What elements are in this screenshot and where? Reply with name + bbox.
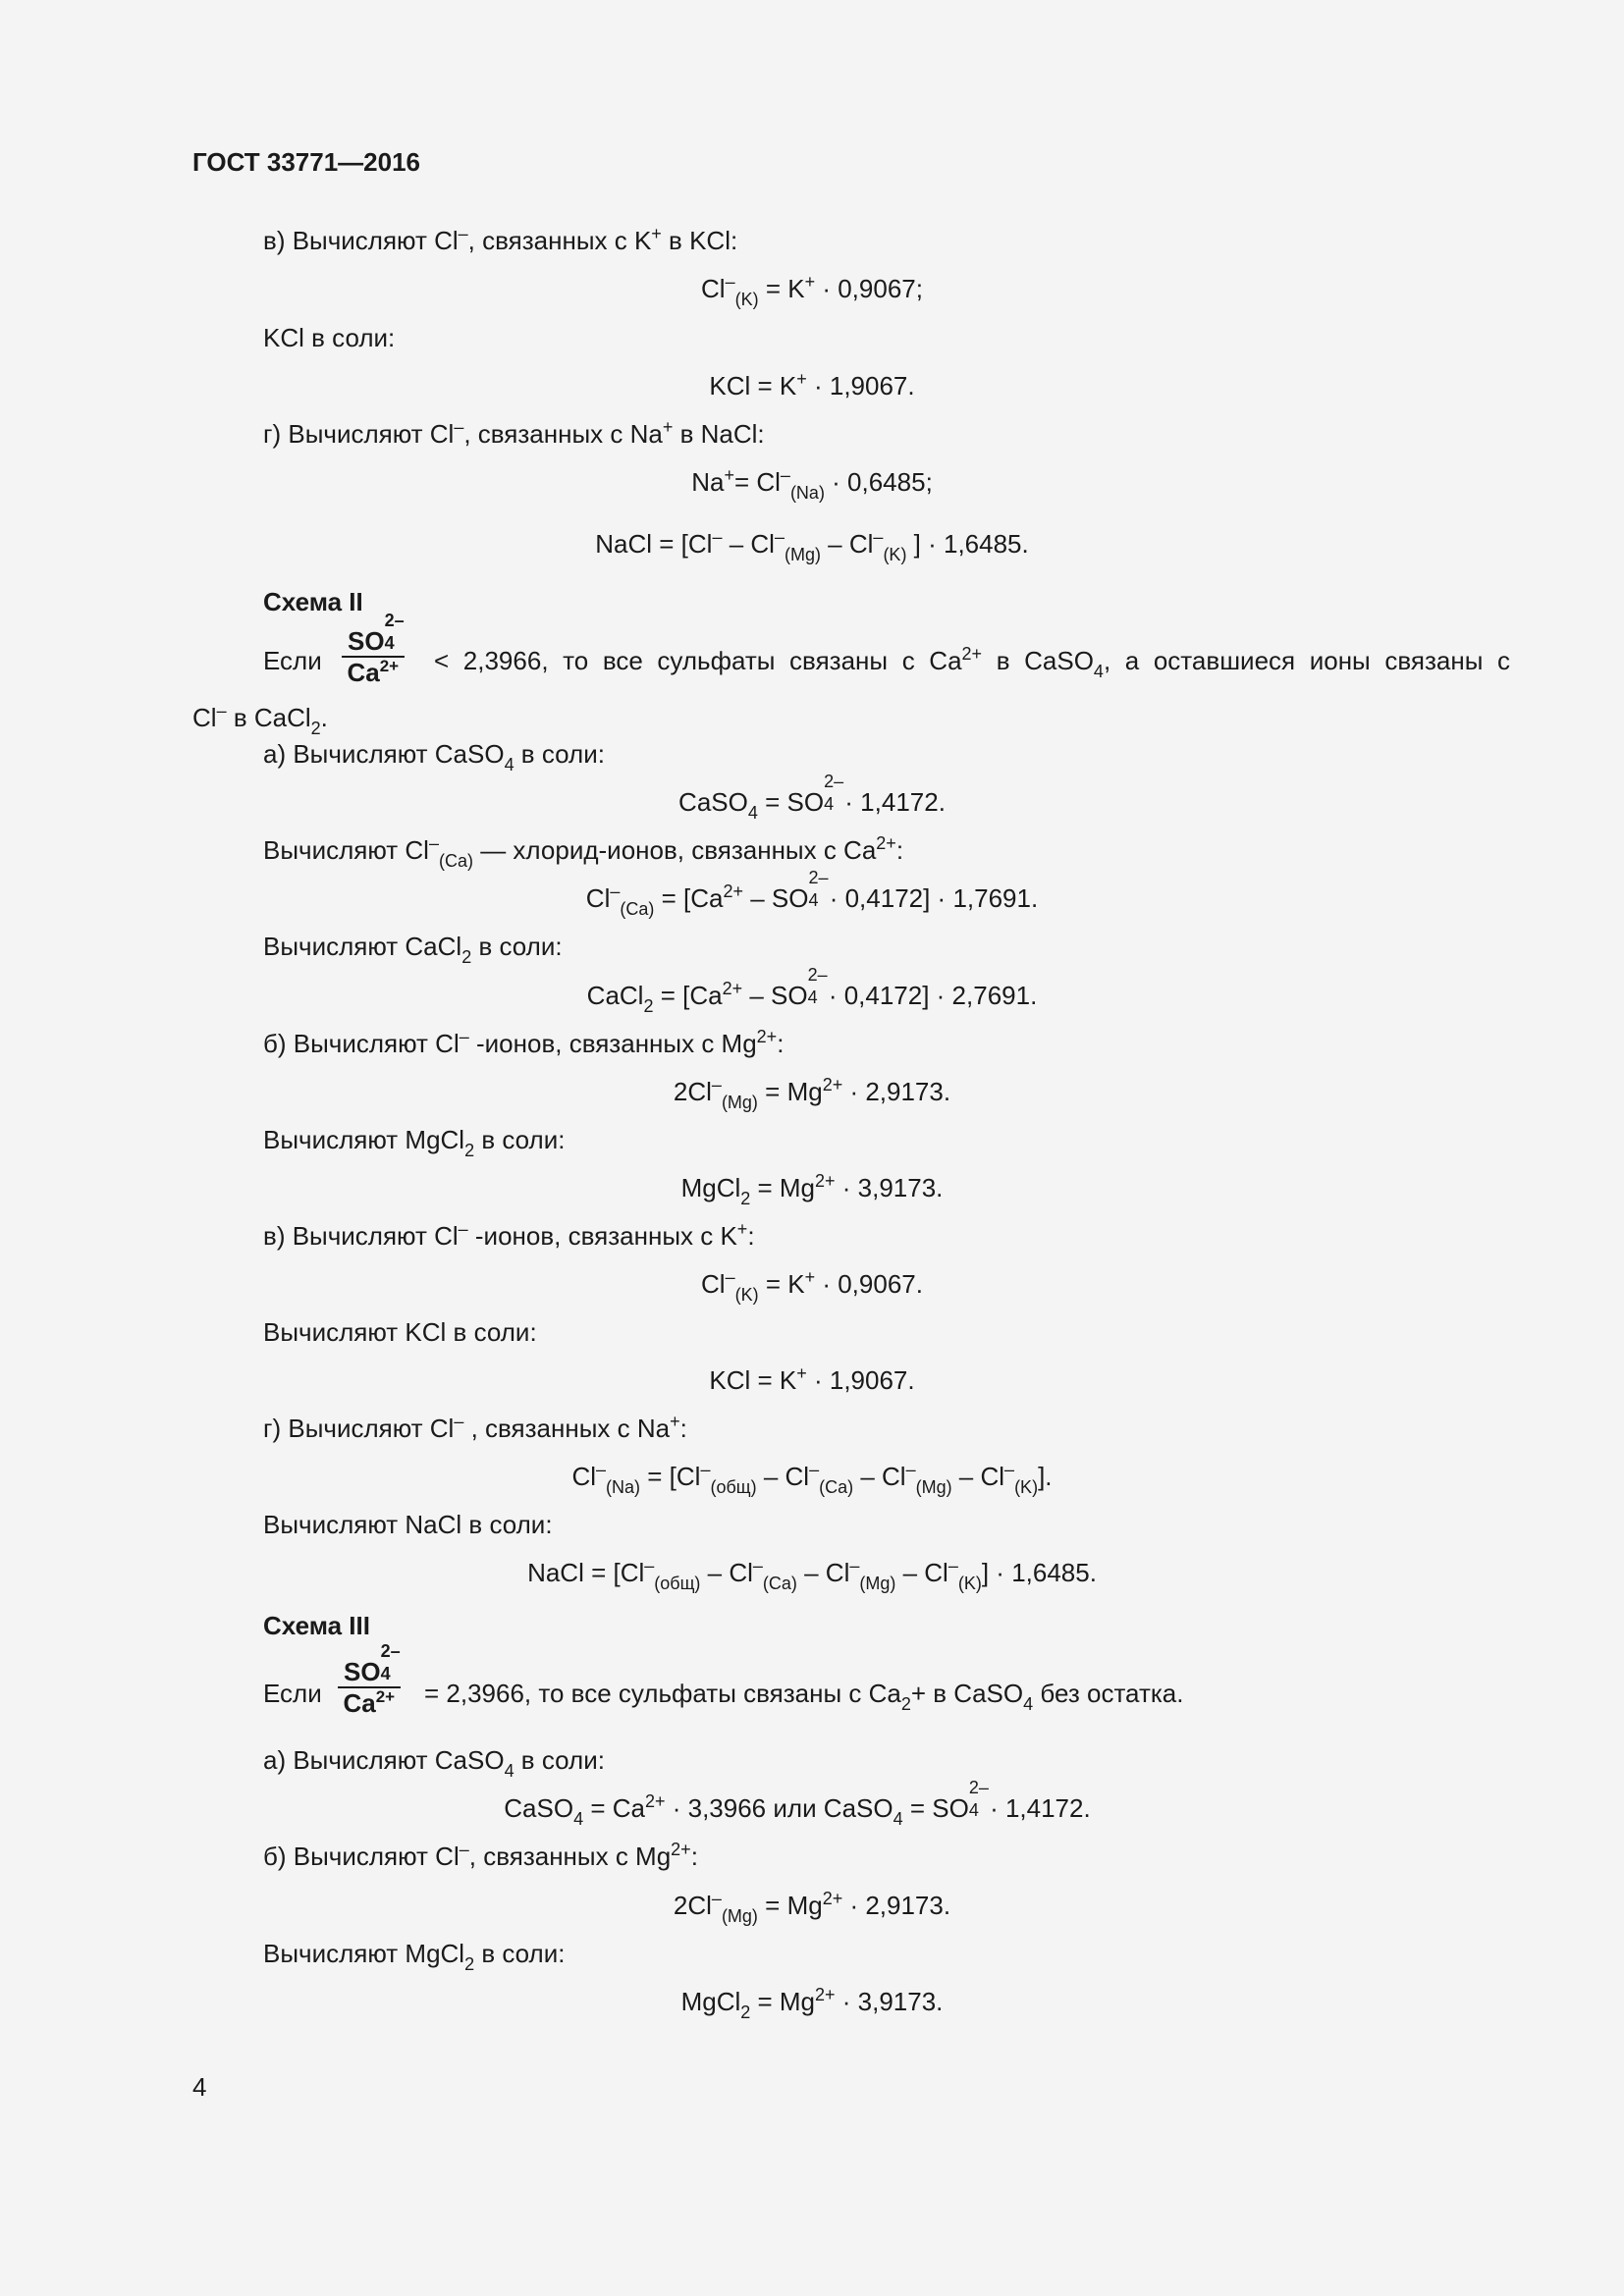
page-number: 4 [192,2072,207,2102]
formula-mgcl2-2: MgCl$_2$ = $Mg^{2+} \cdot 3,9173$. [680,1985,944,2022]
formula-caso4-2: CaSO$_4$ = $Ca^{2+} \cdot 3,3966$ или CaSO$_4$ = SO 2– 4 · 1,4172. [504,1778,1091,1829]
scheme-ii-mgcl2-label: Вычисляют MgCl$_2$ в соли: [263,1125,566,1160]
scheme-ii-condition-cont: Cl– в CaCl$_2$. [192,701,328,738]
formula-2cl-mg-2: $2Cl^-_{(Mg)} = Mg^{2+} \cdot 2,9173$. [673,1889,951,1926]
scheme-ii-condition: < 2,3966, то все сульфаты связаны с $Ca^{2+}$ в CaSO$_4$, а оставшиеся ионы связаны с [434,644,1510,681]
scheme-ii-step-v: в) Вычисляют Cl– -ионов, связанных с K+: [263,1219,755,1251]
scheme-ii-cl-ca-label: Вычисляют $Cl^-_{(Ca)}$ — хлорид-ионов, связанных с $Ca^{2+}$: [263,833,904,871]
formula-caso4: CaSO$_4$ = SO 2– 4 · 1,4172. [678,772,946,823]
sulfate-calcium-ratio: SO 2– 4 $Ca^{2+}$ [342,626,405,687]
formula-nacl-2: NaCl = $[Cl^-_{(общ)} - Cl^-_{(Ca)} - Cl^-_{(Mg)} - Cl^-_{(K)}] \cdot 1,6485$. [527,1556,1097,1593]
document-header: ГОСТ 33771—2016 [192,147,420,177]
formula-nacl: NaCl = [$Cl^- - Cl^-_{(Mg)} - Cl^-_{(K)}$ ] · 1,6485. [595,527,1029,564]
sulfate-calcium-ratio-2: SO 2– 4 $Ca^{2+}$ [338,1657,401,1718]
formula-na: $Na^+= Cl^-_{(Na)} \cdot 0,6485$; [691,465,933,503]
formula-kcl-2: KCl = K+ · 1,9067. [709,1363,915,1395]
formula-cl-ca: $Cl^-_{(Ca)} = [Ca^{2+}$ – SO 2– 4 · 0,4172] · 1,7691. [585,868,1039,919]
step-g-label: г) Вычисляют Cl–, связанных с Na+ в NaCl: [263,417,765,449]
kcl-in-salt-label: KCl в соли: [263,323,396,352]
formula-mgcl2: MgCl$_2$ = $Mg^{2+} \cdot 3,9173$. [680,1171,944,1208]
formula-cacl2: CaCl$_2$ = [$Ca^{2+}$ – SO 2– 4 · 0,4172] · 2,7691. [586,965,1038,1016]
scheme-ii-step-g: г) Вычисляют Cl– , связанных с Na+: [263,1412,687,1443]
step-v-label: в) Вычисляют Cl–, связанных с K+ в KCl: [263,224,738,255]
scheme-ii-kcl-label: Вычисляют KCl в соли: [263,1317,537,1347]
formula-cl-na: $Cl^-_{(Na)} = [Cl^-_{(общ)} - Cl^-_{(Ca)} - Cl^-_{(Mg)} - Cl^-_{(K)}]$. [571,1460,1053,1497]
scheme-iii-step-b: б) Вычисляют Cl–, связанных с $Mg^{2+}$: [263,1840,698,1871]
scheme-iii-title: Схема III [263,1611,370,1640]
formula-cl-k: $Cl^-_{(K)} = K^+ \cdot 0,9067$; [701,272,923,309]
scheme-iii-step-a: а) Вычисляют CaSO$_4$ в соли: [263,1745,605,1781]
scheme-iii-condition: = 2,3966, то все сульфаты связаны с $Ca_2+ в$ CaSO$_4$ без остатка. [424,1679,1184,1714]
scheme-ii-nacl-label: Вычисляют NaCl в соли: [263,1510,553,1539]
scheme-iii-mgcl2-label: Вычисляют MgCl$_2$ в соли: [263,1939,566,1974]
formula-kcl: KCl = K+ · 1,9067. [709,369,915,400]
scheme-ii-title: Схема II [263,587,363,616]
scheme-ii-if: Если [263,646,322,675]
scheme-ii-step-b: б) Вычисляют Cl– -ионов, связанных с $Mg^{2+}$: [263,1027,785,1058]
formula-2cl-mg: $2Cl^-_{(Mg)} = Mg^{2+} \cdot 2,9173$. [673,1075,951,1112]
scheme-ii-cacl2-label: Вычисляют CaCl$_2$ в соли: [263,932,563,967]
scheme-ii-step-a: а) Вычисляют CaSO$_4$ в соли: [263,739,605,774]
formula-cl-k-2: $Cl^-_{(K)} = K^+ \cdot 0,9067$. [701,1267,923,1305]
scheme-iii-if: Если [263,1679,322,1708]
